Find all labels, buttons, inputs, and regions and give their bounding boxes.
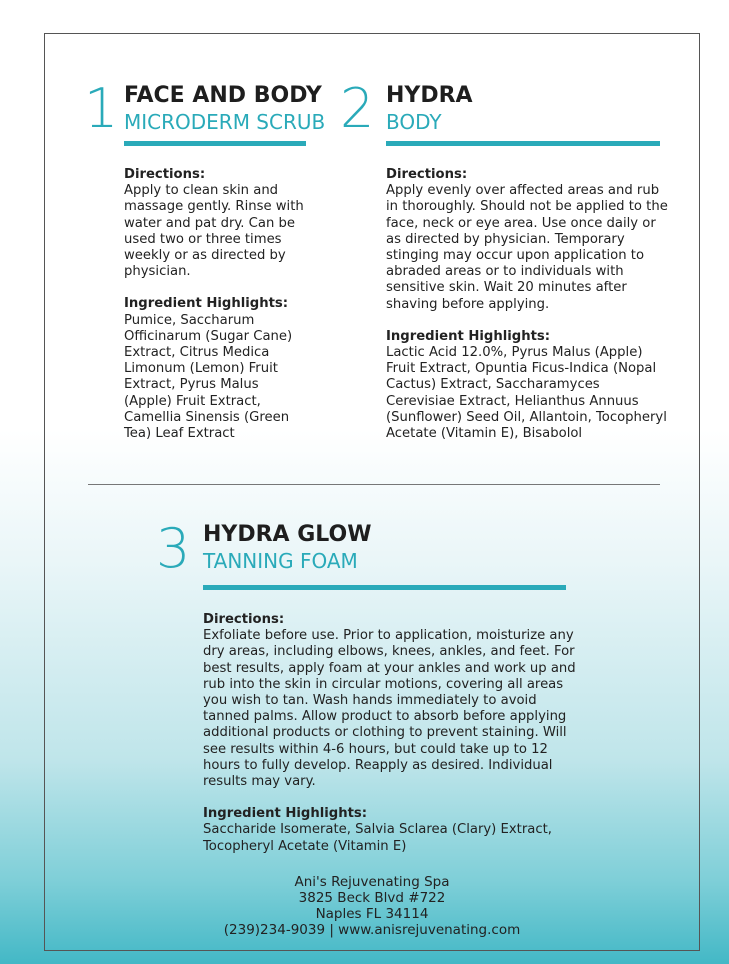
product-3-directions: Exfoliate before use. Prior to application, moisturize any dry areas, including elbows, knees, ankles, and feet. For best results, apply foam at your ankles and work up and rub into the skin in circular motions, covering all areas you wish to tan. Wash hands immediately to avoid tanned palms. Allow product to absorb before applying additional products or clothing to prevent staining. Will see results within 4-6 hours, but could take up to 12 hours to fully develop. Reapply as desired. Individual results may vary.: [203, 628, 576, 790]
product-2-title: HYDRA: [386, 83, 473, 108]
product-2-number: 2: [340, 77, 375, 140]
product-2-accent-bar: [386, 141, 660, 146]
footer-phone-website: (239)234-9039 | www.anisrejuvenating.com: [223, 922, 521, 938]
product-2-details: [386, 167, 676, 442]
product-3-title: HYDRA GLOW: [203, 522, 372, 547]
product-1-details: [124, 167, 344, 442]
product-2-directions: Apply evenly over affected areas and rub in thoroughly. Should not be applied to the face, neck or eye area. Use once daily or as directed by physician. Temporary stinging may occur upon application to abraded areas or to individuals with sensitive skin. Wait 20 minutes after shaving before applying.: [386, 183, 668, 312]
product-2-subtitle: BODY: [386, 110, 442, 134]
section-divider: [88, 484, 660, 485]
product-3-directions-label: Directions:: [203, 612, 285, 627]
product-2-directions-label: Directions:: [386, 167, 468, 182]
product-3-details: [203, 612, 583, 855]
product-3-ingredients: Saccharide Isomerate, Salvia Sclarea (Clary) Extract, Tocopheryl Acetate (Vitamin E): [203, 822, 552, 854]
product-3-accent-bar: [203, 585, 566, 590]
product-1-title: FACE AND BODY: [124, 83, 322, 108]
footer-business-name: Ani's Rejuvenating Spa: [294, 874, 450, 890]
product-1-number: 1: [84, 77, 119, 140]
footer-contact: [44, 874, 700, 938]
product-2-ingredients-label: Ingredient Highlights:: [386, 328, 551, 344]
product-1-directions-label: Directions:: [124, 167, 206, 182]
footer-address-line-2: Naples FL 34114: [315, 906, 429, 922]
product-1-accent-bar: [124, 141, 306, 146]
product-1-ingredients: Pumice, Saccharum Officinarum (Sugar Cane) Extract, Citrus Medica Limonum (Lemon) Fruit Extract, Pyrus Malus (Apple) Fruit Extract, Camellia Sinensis (Green Tea) Leaf Extract: [124, 312, 293, 442]
product-3-number: 3: [156, 517, 191, 580]
product-1-ingredients-label: Ingredient Highlights:: [124, 296, 289, 312]
footer-address-line-1: 3825 Beck Blvd #722: [298, 890, 446, 906]
product-1-subtitle: MICRODERM SCRUB: [124, 110, 326, 134]
product-3-ingredients-label: Ingredient Highlights:: [203, 806, 368, 822]
product-2-ingredients: Lactic Acid 12.0%, Pyrus Malus (Apple) Fruit Extract, Opuntia Ficus-Indica (Nopal Cactus) Extract, Saccharamyces Cerevisiae Extract, Helianthus Annuus (Sunflower) Seed Oil, Allantoin, Tocopheryl Acetate (Vitamin E), Bisabolol: [386, 345, 667, 442]
product-3-subtitle: TANNING FOAM: [203, 549, 358, 573]
product-1-directions: Apply to clean skin and massage gently. Rinse with water and pat dry. Can be used two or three times weekly or as directed by physician.: [124, 183, 304, 280]
